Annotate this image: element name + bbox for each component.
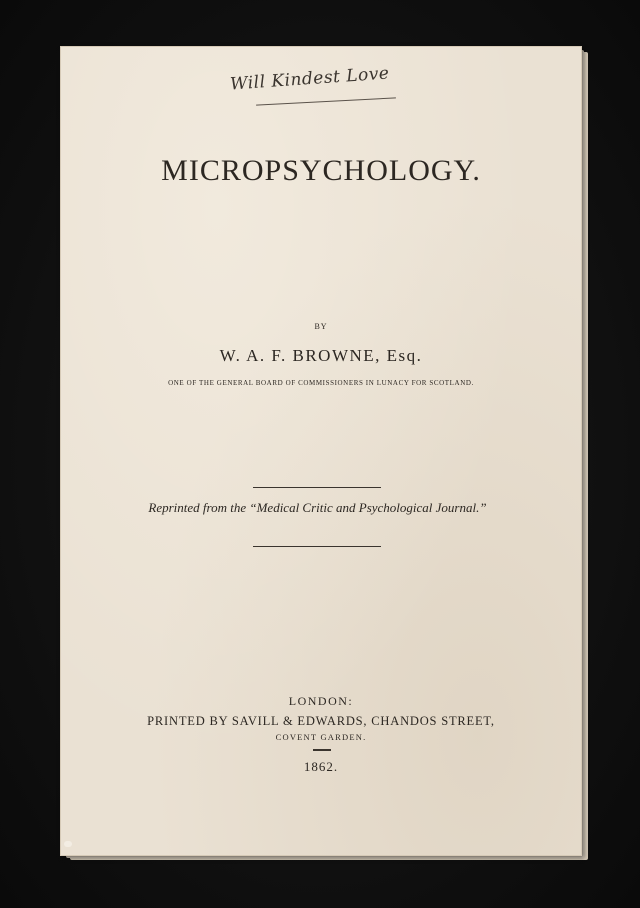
byline: BY <box>314 322 328 331</box>
reprint-note: Reprinted from the “Medical Critic and Psychological Journal.” <box>148 500 487 515</box>
imprint-year: 1862. <box>303 759 339 774</box>
paper-tear-mark <box>64 841 72 847</box>
author-name: W. A. F. BROWNE, Esq. <box>219 346 423 365</box>
divider-rule <box>253 487 381 488</box>
imprint-printer: PRINTED BY SAVILL & EDWARDS, CHANDOS STREET, <box>147 714 495 728</box>
inscription-underline <box>256 97 396 105</box>
pamphlet-cover <box>60 46 582 856</box>
handwritten-inscription: Will Kindest Love <box>229 63 391 95</box>
divider-rule <box>253 546 381 547</box>
imprint-district: COVENT GARDEN. <box>275 732 367 742</box>
divider-rule-short <box>313 749 331 751</box>
page-title: MICROPSYCHOLOGY. <box>161 154 481 187</box>
author-position: ONE OF THE GENERAL BOARD OF COMMISSIONERS IN LUNACY FOR SCOTLAND. <box>168 379 474 387</box>
imprint-city: LONDON: <box>288 694 354 708</box>
